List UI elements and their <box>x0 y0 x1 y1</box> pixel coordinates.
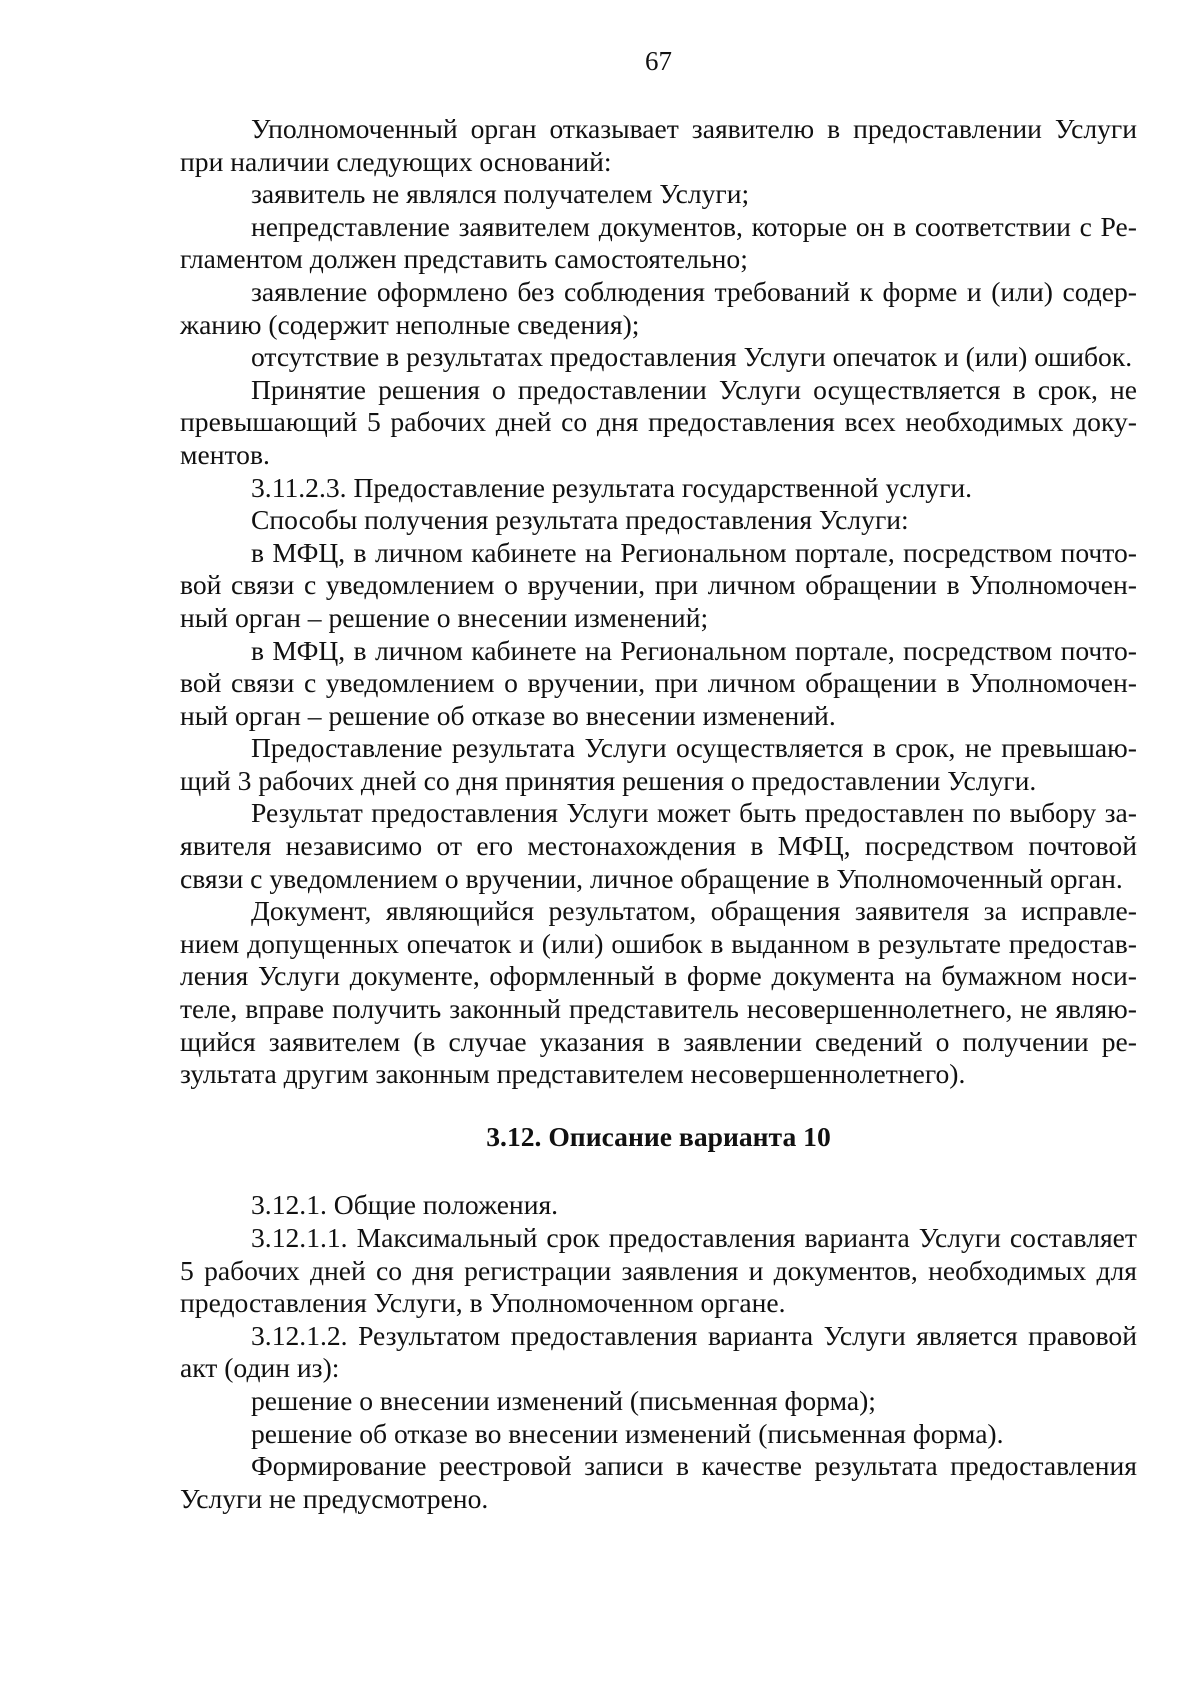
paragraph: Способы получения результата предоставления Услуги: <box>251 504 909 536</box>
paragraph: в МФЦ, в личном кабинете на Региональном портале, посредством почтовой связи с уведомлением о вручении, при личном обращении в Уполномоченный орган – решение о внесении изменений; <box>180 536 1137 633</box>
paragraph: Результат предоставления Услуги может быть предоставлен по выбору заявителя независимо от его местонахождения в МФЦ, посредством почтовой связи с уведомлением о вручении, личное обращение в Уполномоченный орган. <box>180 797 1137 894</box>
paragraph: Уполномоченный орган отказывает заявителю в предоставлении Услуги при наличии следующих оснований: <box>180 113 1137 177</box>
paragraph: 3.12.1.2. Результатом предоставления варианта Услуги является правовой акт (один из): <box>180 1319 1137 1384</box>
paragraph: непредставление заявителем документов, которые он в соответствии с Регламентом должен представить самостоятельно; <box>180 210 1137 275</box>
section-part2 <box>180 1189 1137 1515</box>
paragraph: решение об отказе во внесении изменений (письменная форма). <box>251 1417 1004 1449</box>
paragraph: 3.12.1. Общие положения. <box>251 1189 559 1221</box>
document-body <box>180 113 1137 1515</box>
paragraph: Предоставление результата Услуги осуществляется в срок, не превышающий 3 рабочих дней со дня принятия решения о предоставлении Услуги. <box>180 732 1137 796</box>
paragraph: отсутствие в результатах предоставления Услуги опечаток и (или) ошибок. <box>251 341 1133 373</box>
section-part1 <box>180 113 1137 1091</box>
paragraph: 3.12.1.1. Максимальный срок предоставления варианта Услуги составляет 5 рабочих дней со дня регистрации заявления и документов, необходимых для предоставления Услуги, в Уполномоченном органе. <box>180 1222 1137 1319</box>
page-number: 67 <box>645 46 672 76</box>
paragraph: Документ, являющийся результатом, обращения заявителя за исправлением допущенных опечаток и (или) ошибок в выданном в результате предоставления Услуги документе, оформленный в форме документа на бумажном носителе, вправе получить законный представитель несовершеннолетнего, не являющийся заявителем (в случае указания в заявлении сведений о получении результата другим законным представителем несовершеннолетнего). <box>180 895 1137 1090</box>
paragraph: заявление оформлено без соблюдения требований к форме и (или) содержанию (содержит неполные сведения); <box>180 275 1137 340</box>
paragraph: Принятие решения о предоставлении Услуги осуществляется в срок, не превышающий 5 рабочих дней со дня предоставления всех необходимых документов. <box>180 373 1137 470</box>
paragraph: Формирование реестровой записи в качестве результата предоставления Услуги не предусмотрено. <box>180 1450 1137 1514</box>
paragraph: в МФЦ, в личном кабинете на Региональном портале, посредством почтовой связи с уведомлением о вручении, при личном обращении в Уполномоченный орган – решение об отказе во внесении изменений. <box>180 634 1137 731</box>
paragraph: решение о внесении изменений (письменная форма); <box>251 1384 876 1416</box>
section-heading: 3.12. Описание варианта 10 <box>486 1120 831 1152</box>
paragraph: 3.11.2.3. Предоставление результата государственной услуги. <box>251 471 973 503</box>
paragraph: заявитель не являлся получателем Услуги; <box>251 178 750 210</box>
